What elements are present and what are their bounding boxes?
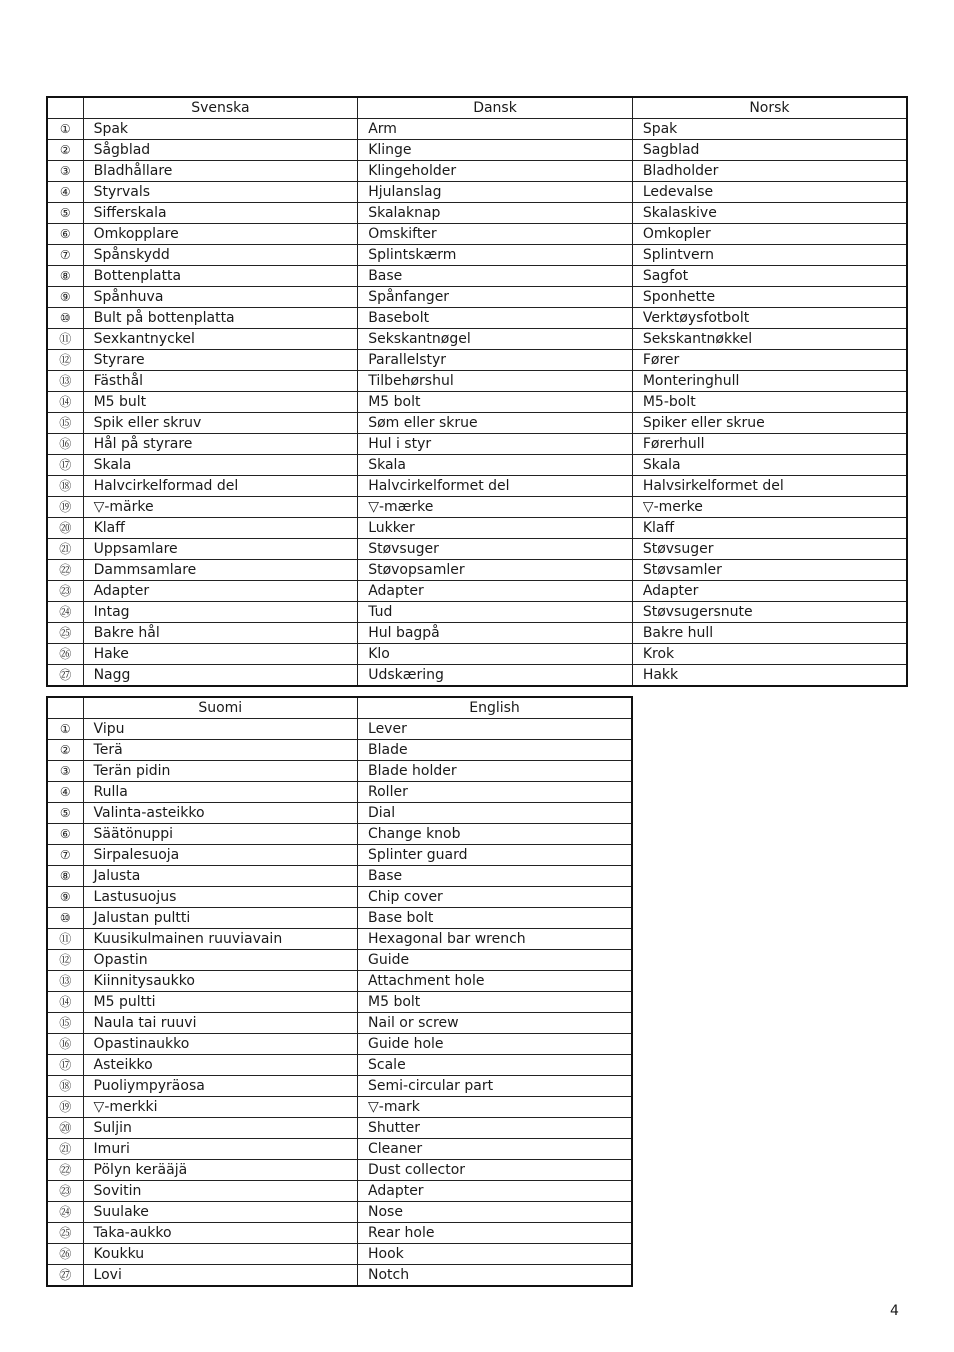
table-row — [47, 329, 907, 350]
term-cell: Uppsamlare — [83, 539, 358, 560]
header-dansk: Dansk — [358, 97, 633, 119]
term-cell: Bakre hull — [632, 623, 907, 644]
row-number: ⑰ — [47, 1055, 83, 1076]
term-cell: ▽-merke — [632, 497, 907, 518]
term-cell: Fästhål — [83, 371, 358, 392]
row-number: ⑮ — [47, 1013, 83, 1034]
term-cell: Dammsamlare — [83, 560, 358, 581]
term-cell: Skalaskive — [632, 203, 907, 224]
term-cell: Spånfanger — [358, 287, 633, 308]
table-row — [47, 1202, 632, 1223]
term-cell: Sågblad — [83, 140, 358, 161]
term-cell: Splintvern — [632, 245, 907, 266]
term-cell: Attachment hole — [358, 971, 632, 992]
term-cell: Opastinaukko — [83, 1034, 357, 1055]
table-row — [47, 1181, 632, 1202]
term-cell: Base bolt — [358, 908, 632, 929]
term-cell: Hjulanslag — [358, 182, 633, 203]
table-row — [47, 887, 632, 908]
term-cell: Change knob — [358, 824, 632, 845]
term-cell: Suljin — [83, 1118, 357, 1139]
row-number: ⑧ — [47, 866, 83, 887]
term-cell: Støvsugersnute — [632, 602, 907, 623]
term-cell: Base — [358, 866, 632, 887]
row-number: ⑪ — [47, 329, 83, 350]
term-cell: Kuusikulmainen ruuviavain — [83, 929, 357, 950]
table-row — [47, 950, 632, 971]
table-row — [47, 371, 907, 392]
term-cell: ▽-mark — [358, 1097, 632, 1118]
header-number-cell — [47, 697, 83, 719]
term-cell: Støvsamler — [632, 560, 907, 581]
term-cell: Intag — [83, 602, 358, 623]
header-suomi: Suomi — [83, 697, 357, 719]
term-cell: Førerhull — [632, 434, 907, 455]
table-row — [47, 392, 907, 413]
parts-table-scandinavian — [46, 96, 908, 687]
term-cell: Nail or screw — [358, 1013, 632, 1034]
term-cell: Monteringhull — [632, 371, 907, 392]
term-cell: Terän pidin — [83, 761, 357, 782]
table-row — [47, 560, 907, 581]
table-row — [47, 1265, 632, 1287]
table-row — [47, 476, 907, 497]
row-number: ⑦ — [47, 245, 83, 266]
table-row — [47, 992, 632, 1013]
term-cell: Dust collector — [358, 1160, 632, 1181]
table-row — [47, 308, 907, 329]
row-number: ⑥ — [47, 224, 83, 245]
row-number: ㉒ — [47, 1160, 83, 1181]
row-number: ⑯ — [47, 1034, 83, 1055]
term-cell: Skala — [358, 455, 633, 476]
term-cell: Shutter — [358, 1118, 632, 1139]
table-row — [47, 1118, 632, 1139]
term-cell: Klingeholder — [358, 161, 633, 182]
table-row — [47, 1034, 632, 1055]
term-cell: ▽-mærke — [358, 497, 633, 518]
row-number: ⑩ — [47, 908, 83, 929]
row-number: ⑳ — [47, 1118, 83, 1139]
term-cell: Omskifter — [358, 224, 633, 245]
row-number: ⑭ — [47, 992, 83, 1013]
table-row — [47, 1097, 632, 1118]
table-row — [47, 434, 907, 455]
term-cell: ▽-märke — [83, 497, 358, 518]
term-cell: ▽-merkki — [83, 1097, 357, 1118]
term-cell: Omkopplare — [83, 224, 358, 245]
term-cell: Terä — [83, 740, 357, 761]
term-cell: Støvopsamler — [358, 560, 633, 581]
table-row — [47, 803, 632, 824]
term-cell: Adapter — [358, 581, 633, 602]
term-cell: Tud — [358, 602, 633, 623]
term-cell: Bakre hål — [83, 623, 358, 644]
table-row — [47, 929, 632, 950]
row-number: ㉔ — [47, 1202, 83, 1223]
term-cell: Kiinnitysaukko — [83, 971, 357, 992]
term-cell: Tilbehørshul — [358, 371, 633, 392]
term-cell: Støvsuger — [358, 539, 633, 560]
term-cell: Skala — [632, 455, 907, 476]
table-row — [47, 161, 907, 182]
term-cell: Verktøysfotbolt — [632, 308, 907, 329]
table-header-row — [47, 697, 632, 719]
table-row — [47, 866, 632, 887]
term-cell: Sponhette — [632, 287, 907, 308]
term-cell: Ledevalse — [632, 182, 907, 203]
term-cell: Suulake — [83, 1202, 357, 1223]
table-row — [47, 140, 907, 161]
page-number: 4 — [890, 1303, 899, 1319]
table-row — [47, 287, 907, 308]
table-row — [47, 1076, 632, 1097]
row-number: ⑫ — [47, 950, 83, 971]
row-number: ① — [47, 119, 83, 140]
table-row — [47, 455, 907, 476]
row-number: ⑥ — [47, 824, 83, 845]
term-cell: Vipu — [83, 719, 357, 740]
term-cell: Jalusta — [83, 866, 357, 887]
term-cell: Støvsuger — [632, 539, 907, 560]
term-cell: Hål på styrare — [83, 434, 358, 455]
term-cell: Guide — [358, 950, 632, 971]
row-number: ㉖ — [47, 1244, 83, 1265]
table-row — [47, 518, 907, 539]
term-cell: Säätönuppi — [83, 824, 357, 845]
table-row — [47, 1013, 632, 1034]
term-cell: Splinter guard — [358, 845, 632, 866]
table-row — [47, 719, 632, 740]
term-cell: Klinge — [358, 140, 633, 161]
row-number: ⑤ — [47, 203, 83, 224]
table-row — [47, 539, 907, 560]
table-row — [47, 971, 632, 992]
term-cell: Splintskærm — [358, 245, 633, 266]
term-cell: Styrvals — [83, 182, 358, 203]
term-cell: Hook — [358, 1244, 632, 1265]
term-cell: Chip cover — [358, 887, 632, 908]
row-number: ② — [47, 740, 83, 761]
row-number: ㉑ — [47, 539, 83, 560]
table-row — [47, 740, 632, 761]
row-number: ⑰ — [47, 455, 83, 476]
table-row — [47, 602, 907, 623]
term-cell: Spånhuva — [83, 287, 358, 308]
term-cell: Lastusuojus — [83, 887, 357, 908]
row-number: ④ — [47, 782, 83, 803]
term-cell: Søm eller skrue — [358, 413, 633, 434]
term-cell: Halvsirkelformet del — [632, 476, 907, 497]
term-cell: Jalustan pultti — [83, 908, 357, 929]
term-cell: Sekskantnøgel — [358, 329, 633, 350]
term-cell: Styrare — [83, 350, 358, 371]
term-cell: Adapter — [358, 1181, 632, 1202]
row-number: ⑲ — [47, 497, 83, 518]
term-cell: Skala — [83, 455, 358, 476]
term-cell: Hake — [83, 644, 358, 665]
row-number: ㉕ — [47, 623, 83, 644]
table-row — [47, 224, 907, 245]
row-number: ⑫ — [47, 350, 83, 371]
row-number: ③ — [47, 161, 83, 182]
term-cell: Taka-aukko — [83, 1223, 357, 1244]
term-cell: Lukker — [358, 518, 633, 539]
term-cell: Hexagonal bar wrench — [358, 929, 632, 950]
term-cell: Spånskydd — [83, 245, 358, 266]
header-norsk: Norsk — [632, 97, 907, 119]
term-cell: Hakk — [632, 665, 907, 687]
table-row — [47, 1244, 632, 1265]
term-cell: Hul i styr — [358, 434, 633, 455]
row-number: ㉗ — [47, 665, 83, 687]
table-header-row — [47, 97, 907, 119]
term-cell: Omkopler — [632, 224, 907, 245]
term-cell: Krok — [632, 644, 907, 665]
term-cell: Sekskantnøkkel — [632, 329, 907, 350]
row-number: ⑨ — [47, 887, 83, 908]
term-cell: Lever — [358, 719, 632, 740]
term-cell: Guide hole — [358, 1034, 632, 1055]
row-number: ⑪ — [47, 929, 83, 950]
term-cell: Klaff — [83, 518, 358, 539]
term-cell: Opastin — [83, 950, 357, 971]
table-row — [47, 1139, 632, 1160]
row-number: ④ — [47, 182, 83, 203]
table-row — [47, 665, 907, 687]
row-number: ⑯ — [47, 434, 83, 455]
term-cell: Spik eller skruv — [83, 413, 358, 434]
row-number: ㉒ — [47, 560, 83, 581]
table-row — [47, 644, 907, 665]
header-number-cell — [47, 97, 83, 119]
term-cell: Sovitin — [83, 1181, 357, 1202]
term-cell: Sagblad — [632, 140, 907, 161]
term-cell: Sexkantnyckel — [83, 329, 358, 350]
table-row — [47, 782, 632, 803]
term-cell: Blade — [358, 740, 632, 761]
term-cell: Bottenplatta — [83, 266, 358, 287]
term-cell: Sagfot — [632, 266, 907, 287]
term-cell: Parallelstyr — [358, 350, 633, 371]
table-row — [47, 908, 632, 929]
term-cell: Klo — [358, 644, 633, 665]
term-cell: Puoliympyräosa — [83, 1076, 357, 1097]
row-number: ㉓ — [47, 1181, 83, 1202]
table-row — [47, 623, 907, 644]
table-row — [47, 1223, 632, 1244]
header-svenska: Svenska — [83, 97, 358, 119]
term-cell: Sirpalesuoja — [83, 845, 357, 866]
term-cell: Bult på bottenplatta — [83, 308, 358, 329]
table-row — [47, 266, 907, 287]
term-cell: Rulla — [83, 782, 357, 803]
table-row — [47, 350, 907, 371]
term-cell: Pölyn kerääjä — [83, 1160, 357, 1181]
table-row — [47, 1160, 632, 1181]
table-row — [47, 245, 907, 266]
table-row — [47, 845, 632, 866]
term-cell: Spak — [632, 119, 907, 140]
term-cell: Halvcirkelformad del — [83, 476, 358, 497]
term-cell: Scale — [358, 1055, 632, 1076]
header-english: English — [358, 697, 632, 719]
term-cell: Skalaknap — [358, 203, 633, 224]
term-cell: Bladhållare — [83, 161, 358, 182]
row-number: ⑲ — [47, 1097, 83, 1118]
table-row — [47, 413, 907, 434]
term-cell: Spak — [83, 119, 358, 140]
table-row — [47, 581, 907, 602]
term-cell: Arm — [358, 119, 633, 140]
row-number: ㉖ — [47, 644, 83, 665]
row-number: ㉗ — [47, 1265, 83, 1287]
term-cell: Sifferskala — [83, 203, 358, 224]
term-cell: Klaff — [632, 518, 907, 539]
term-cell: Notch — [358, 1265, 632, 1287]
table-row — [47, 203, 907, 224]
row-number: ⑱ — [47, 476, 83, 497]
term-cell: Naula tai ruuvi — [83, 1013, 357, 1034]
term-cell: Spiker eller skrue — [632, 413, 907, 434]
term-cell: Semi-circular part — [358, 1076, 632, 1097]
row-number: ㉓ — [47, 581, 83, 602]
term-cell: Rear hole — [358, 1223, 632, 1244]
parts-table-suomi-english — [46, 696, 633, 1287]
row-number: ① — [47, 719, 83, 740]
term-cell: Nose — [358, 1202, 632, 1223]
row-number: ⑧ — [47, 266, 83, 287]
term-cell: Imuri — [83, 1139, 357, 1160]
table-row — [47, 119, 907, 140]
term-cell: M5 bult — [83, 392, 358, 413]
table-row — [47, 182, 907, 203]
row-number: ⑳ — [47, 518, 83, 539]
table-row — [47, 824, 632, 845]
row-number: ⑭ — [47, 392, 83, 413]
row-number: ㉑ — [47, 1139, 83, 1160]
term-cell: M5 bolt — [358, 392, 633, 413]
term-cell: Asteikko — [83, 1055, 357, 1076]
term-cell: Hul bagpå — [358, 623, 633, 644]
term-cell: Udskæring — [358, 665, 633, 687]
row-number: ⑦ — [47, 845, 83, 866]
row-number: ⑤ — [47, 803, 83, 824]
table-row — [47, 1055, 632, 1076]
term-cell: M5 bolt — [358, 992, 632, 1013]
term-cell: Lovi — [83, 1265, 357, 1287]
row-number: ⑱ — [47, 1076, 83, 1097]
row-number: ㉔ — [47, 602, 83, 623]
term-cell: Base — [358, 266, 633, 287]
row-number: ⑬ — [47, 371, 83, 392]
row-number: ⑩ — [47, 308, 83, 329]
row-number: ⑬ — [47, 971, 83, 992]
term-cell: Nagg — [83, 665, 358, 687]
term-cell: Bladholder — [632, 161, 907, 182]
term-cell: Dial — [358, 803, 632, 824]
row-number: ㉕ — [47, 1223, 83, 1244]
term-cell: Blade holder — [358, 761, 632, 782]
term-cell: Koukku — [83, 1244, 357, 1265]
term-cell: M5 pultti — [83, 992, 357, 1013]
term-cell: M5-bolt — [632, 392, 907, 413]
term-cell: Basebolt — [358, 308, 633, 329]
term-cell: Adapter — [83, 581, 358, 602]
term-cell: Fører — [632, 350, 907, 371]
term-cell: Adapter — [632, 581, 907, 602]
term-cell: Roller — [358, 782, 632, 803]
term-cell: Cleaner — [358, 1139, 632, 1160]
term-cell: Valinta-asteikko — [83, 803, 357, 824]
table-row — [47, 761, 632, 782]
term-cell: Halvcirkelformet del — [358, 476, 633, 497]
row-number: ③ — [47, 761, 83, 782]
table-row — [47, 497, 907, 518]
row-number: ⑮ — [47, 413, 83, 434]
row-number: ⑨ — [47, 287, 83, 308]
row-number: ② — [47, 140, 83, 161]
